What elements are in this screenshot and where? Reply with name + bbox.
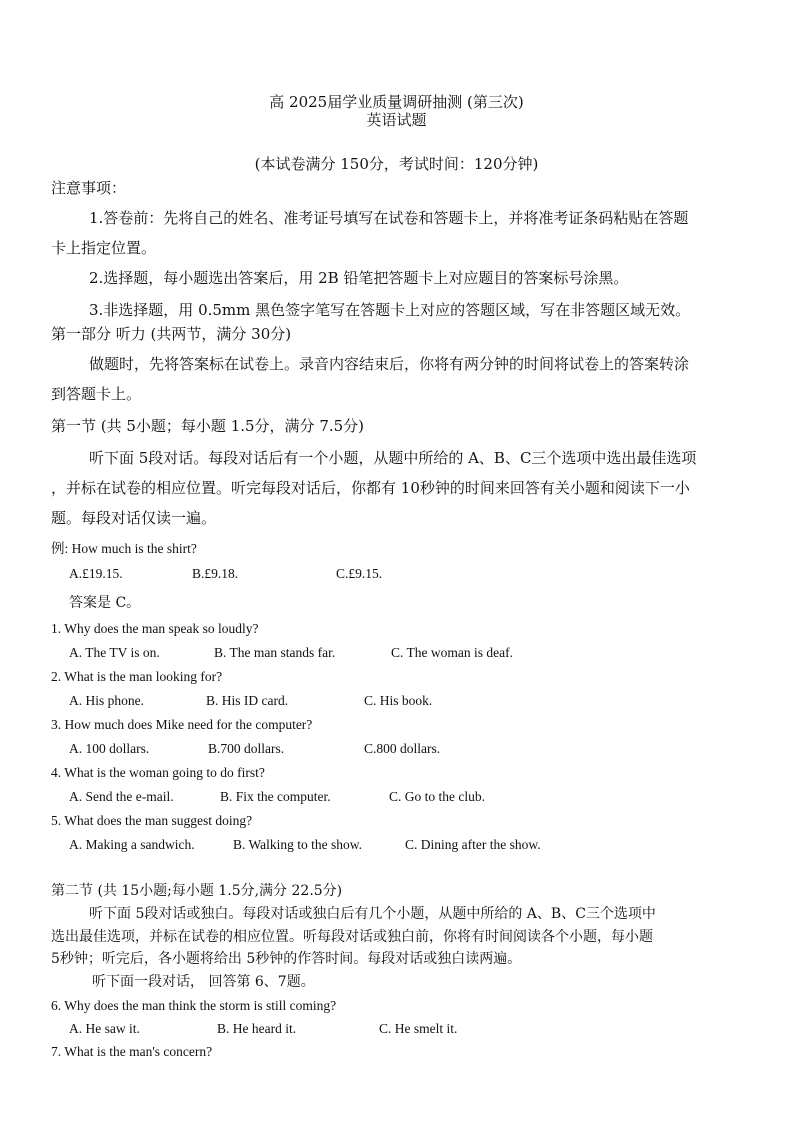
section1-intro-3: 题。每段对话仅读一遍。 [51, 509, 217, 527]
section2-instruction: 听下面一段对话， 回答第 6、7题。 [92, 974, 315, 990]
part1-heading: 第一部分 听力 (共两节，满分 30分) [51, 325, 292, 343]
question-3-option-c: C.800 dollars. [364, 741, 441, 756]
section2-intro-1: 听下面 5段对话或独白。每段对话或独白后有几个小题，从题中所给的 A、B、C三个选项中 [89, 906, 656, 922]
notice-item-1: 1.答卷前：先将自己的姓名、准考证号填写在试卷和答题卡上，并将准考证条码粘贴在答题 [89, 209, 689, 227]
question-2-options [0, 692, 793, 710]
question-3: 3. How much does Mike need for the computer? [51, 717, 313, 732]
notice-heading: 注意事项： [51, 179, 127, 197]
question-2-option-b: B. His ID card. [206, 693, 289, 708]
section2-heading: 第二节 (共 15小题;每小题 1.5分,满分 22.5分) [51, 883, 343, 899]
notice-item-1-cont: 卡上指定位置。 [51, 239, 157, 257]
question-4: 4. What is the woman going to do first? [51, 765, 265, 780]
question-6: 6. Why does the man think the storm is still coming? [51, 998, 337, 1013]
subject-title: 英语试题 [366, 111, 427, 129]
question-4-options [0, 788, 793, 806]
question-1-option-a: A. The TV is on. [69, 645, 160, 660]
question-2-option-c: C. His book. [364, 693, 433, 708]
question-5-option-b: B. Walking to the show. [233, 837, 363, 852]
section2-intro-2: 选出最佳选项，并标在试卷的相应位置。听每段对话或独白前，你将有时间阅读各个小题，每小题 [51, 929, 653, 945]
notice-item-3: 3.非选择题，用 0.5mm 黑色签字笔写在答题卡上对应的答题区域，写在非答题区域无效。 [89, 301, 691, 319]
question-4-option-b: B. Fix the computer. [220, 789, 331, 804]
question-5-option-a: A. Making a sandwich. [69, 837, 195, 852]
example-option-c: C.£9.15. [336, 566, 383, 581]
question-2: 2. What is the man looking for? [51, 669, 223, 684]
section1-intro-2: ，并标在试卷的相应位置。听完每段对话后，你都有 10秒钟的时间来回答有关小题和阅读下一小 [51, 479, 690, 497]
question-4-option-c: C. Go to the club. [389, 789, 485, 804]
question-6-option-a: A. He saw it. [69, 1021, 140, 1036]
question-5: 5. What does the man suggest doing? [51, 813, 253, 828]
question-7: 7. What is the man's concern? [51, 1044, 213, 1059]
question-1-options [0, 644, 793, 662]
question-3-option-b: B.700 dollars. [208, 741, 285, 756]
question-4-option-a: A. Send the e-mail. [69, 789, 174, 804]
example-answer: 答案是 C。 [69, 595, 141, 611]
example-options [0, 565, 793, 583]
section1-heading: 第一节 (共 5小题；每小题 1.5分，满分 7.5分) [51, 417, 365, 435]
notice-item-2: 2.选择题，每小题选出答案后，用 2B 铅笔把答题卡上对应题目的答案标号涂黑。 [89, 269, 629, 287]
question-3-options [0, 740, 793, 758]
part1-intro-cont: 到答题卡上。 [51, 385, 142, 403]
question-5-options [0, 836, 793, 854]
question-6-option-c: C. He smelt it. [379, 1021, 458, 1036]
example-question: 例: How much is the shirt? [51, 541, 197, 556]
section1-intro-1: 听下面 5段对话。每段对话后有一个小题，从题中所给的 A、B、C三个选项中选出最佳选项 [89, 449, 697, 467]
part1-intro: 做题时，先将答案标在试卷上。录音内容结束后，你将有两分钟的时间将试卷上的答案转涂 [89, 355, 690, 373]
question-6-options [0, 1020, 793, 1038]
question-1-option-c: C. The woman is deaf. [391, 645, 513, 660]
question-6-option-b: B. He heard it. [217, 1021, 297, 1036]
question-3-option-a: A. 100 dollars. [69, 741, 150, 756]
exam-title: 高 2025届学业质量调研抽测 (第三次) [269, 93, 524, 111]
question-5-option-c: C. Dining after the show. [405, 837, 541, 852]
score-time-info: (本试卷满分 150分，考试时间：120分钟) [254, 155, 539, 173]
example-option-b: B.£9.18. [192, 566, 239, 581]
question-2-option-a: A. His phone. [69, 693, 144, 708]
question-1-option-b: B. The man stands far. [214, 645, 336, 660]
example-option-a: A.£19.15. [69, 566, 123, 581]
section2-intro-3: 5秒钟；听完后，各小题将给出 5秒钟的作答时间。每段对话或独白读两遍。 [51, 951, 522, 967]
question-1: 1. Why does the man speak so loudly? [51, 621, 259, 636]
